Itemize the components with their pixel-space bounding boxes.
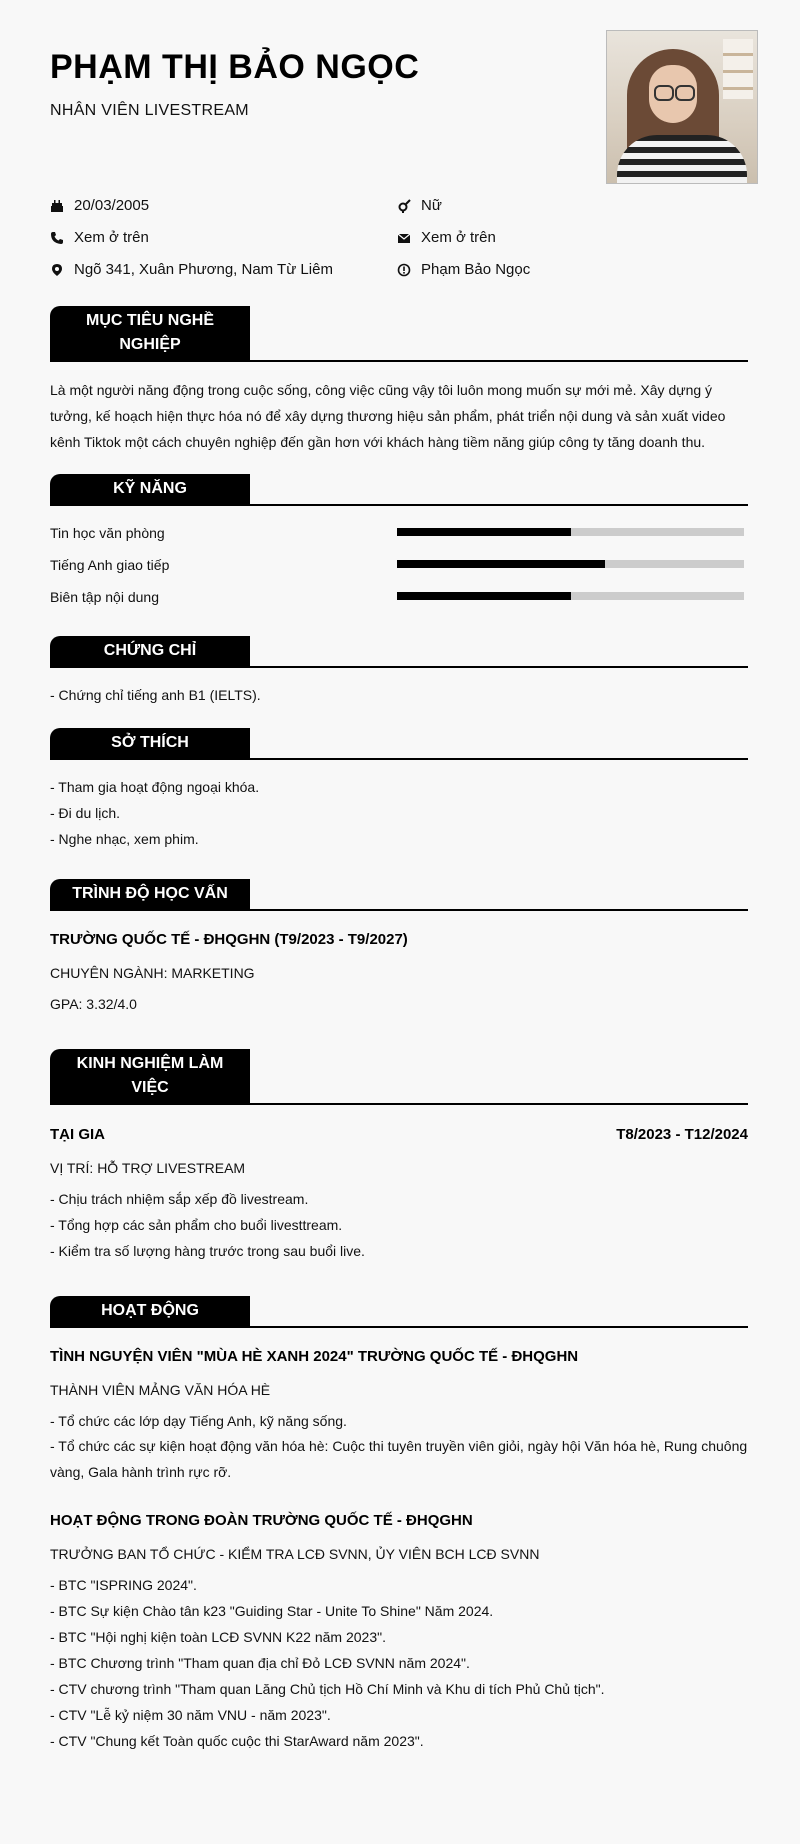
phone-value: Xem ở trên [74, 229, 149, 246]
section-activities-header [50, 1294, 748, 1328]
cake-icon [50, 199, 64, 213]
email-value: Xem ở trên [421, 229, 496, 246]
activity-title: HOẠT ĐỘNG TRONG ĐOÀN TRƯỜNG QUỐC TẾ - ĐHQGHN [50, 1512, 473, 1529]
skill-bar-fill [397, 560, 605, 568]
section-objective-header [50, 304, 748, 362]
activity-item: - CTV "Lễ kỷ niệm 30 năm VNU - năm 2023". [50, 1707, 331, 1723]
skill-label: Tiếng Anh giao tiếp [50, 557, 170, 573]
skill-bar-fill [397, 592, 571, 600]
section-certificates-header [50, 634, 748, 668]
hobby-item: - Tham gia hoạt động ngoại khóa. [50, 779, 260, 795]
activity-role: THÀNH VIÊN MẢNG VĂN HÓA HÈ [50, 1382, 271, 1398]
experience-item: - Tổng hợp các sản phẩm cho buổi livesttream. [50, 1217, 343, 1233]
section-hobbies-header [50, 726, 748, 760]
section-title: CHỨNG CHỈ [50, 636, 250, 666]
experience-company: TẠI GIA [50, 1126, 105, 1143]
section-title: TRÌNH ĐỘ HỌC VẤN [50, 879, 250, 909]
phone-icon [50, 231, 64, 245]
experience-position: VỊ TRÍ: HỖ TRỢ LIVESTREAM [50, 1160, 246, 1176]
gender-row [397, 197, 442, 214]
activity-item: - BTC "Hội nghị kiện toàn LCĐ SVNN K22 năm 2023". [50, 1629, 386, 1645]
phone-row [50, 229, 149, 246]
hobby-item: - Nghe nhạc, xem phim. [50, 831, 199, 847]
social-row [397, 261, 530, 278]
education-gpa: GPA: 3.32/4.0 [50, 996, 137, 1012]
activity-item: - CTV "Chung kết Toàn quốc cuộc thi StarAward năm 2023". [50, 1733, 424, 1749]
education-school: TRƯỜNG QUỐC TẾ - ĐHQGHN (T9/2023 - T9/2027) [50, 931, 408, 948]
social-value: Phạm Bảo Ngọc [421, 261, 531, 278]
profile-photo [606, 30, 758, 184]
mail-icon [397, 231, 411, 245]
hobby-item: - Đi du lịch. [50, 805, 121, 821]
experience-item: - Chịu trách nhiệm sắp xếp đồ livestream. [50, 1191, 309, 1207]
gender-icon [397, 199, 411, 213]
birthday-row [50, 197, 149, 214]
section-skills-header [50, 472, 748, 506]
address-row [50, 261, 333, 278]
section-education-header [50, 877, 748, 911]
education-major: CHUYÊN NGÀNH: MARKETING [50, 965, 255, 981]
skill-bar-fill [397, 528, 571, 536]
objective-text: Là một người năng động trong cuộc sống, công việc cũng vậy tôi luôn mong muốn sự mới mẻ. Xây dựng ý tưởng, kế hoạch hiện thực hóa nó để xây dựng thương hiệu sản phẩm, phát triển nội dung và sản xuất video kênh Tiktok một cách chuyên nghiệp đến gần hơn với khách hàng tiềm năng giúp công ty tăng doanh thu. [50, 382, 726, 450]
info-icon [397, 263, 411, 277]
section-experience-header [50, 1047, 748, 1105]
skill-label: Biên tập nội dung [50, 589, 159, 605]
section-title: HOẠT ĐỘNG [50, 1296, 250, 1326]
activity-item: - CTV chương trình "Tham quan Lăng Chủ tịch Hồ Chí Minh và Khu di tích Phủ Chủ tịch". [50, 1681, 605, 1697]
activity-item: - BTC Chương trình "Tham quan địa chỉ Đỏ LCĐ SVNN năm 2024". [50, 1655, 470, 1671]
activity-item: - BTC Sự kiện Chào tân k23 "Guiding Star - Unite To Shine" Năm 2024. [50, 1603, 494, 1619]
address-value: Ngõ 341, Xuân Phương, Nam Từ Liêm [74, 261, 333, 278]
certificate-item: - Chứng chỉ tiếng anh B1 (IELTS). [50, 687, 261, 703]
section-title: KINH NGHIỆM LÀM VIỆC [50, 1049, 250, 1103]
section-title: MỤC TIÊU NGHỀ NGHIỆP [50, 306, 250, 360]
birthday-value: 20/03/2005 [74, 197, 150, 214]
skill-bar [397, 560, 744, 568]
activity-item: - Tổ chức các sự kiện hoạt động văn hóa hè: Cuộc thi tuyên truyền viên giỏi, ngày hội Văn hóa hè, Rung chuông vàng, Gala hành trình rực rỡ. [50, 1438, 748, 1480]
gender-value: Nữ [421, 197, 442, 214]
section-title: SỞ THÍCH [50, 728, 250, 758]
section-title: KỸ NĂNG [50, 474, 250, 504]
experience-item: - Kiểm tra số lượng hàng trước trong sau buổi live. [50, 1243, 365, 1259]
activity-item: - Tổ chức các lớp dạy Tiếng Anh, kỹ năng sống. [50, 1413, 347, 1429]
activity-item: - BTC "ISPRING 2024". [50, 1577, 197, 1593]
skill-bar [397, 592, 744, 600]
experience-period: T8/2023 - T12/2024 [616, 1126, 748, 1143]
location-icon [50, 263, 64, 277]
activity-title: TÌNH NGUYỆN VIÊN "MÙA HÈ XANH 2024" TRƯỜNG QUỐC TẾ - ĐHQGHN [50, 1348, 579, 1365]
candidate-role: NHÂN VIÊN LIVESTREAM [50, 102, 249, 119]
activity-role: TRƯỞNG BAN TỔ CHỨC - KIỂM TRA LCĐ SVNN, ỦY VIÊN BCH LCĐ SVNN [50, 1546, 540, 1562]
skill-bar [397, 528, 744, 536]
candidate-name: PHẠM THỊ BẢO NGỌC [50, 48, 420, 86]
email-row [397, 229, 496, 246]
skill-label: Tin học văn phòng [50, 525, 165, 541]
